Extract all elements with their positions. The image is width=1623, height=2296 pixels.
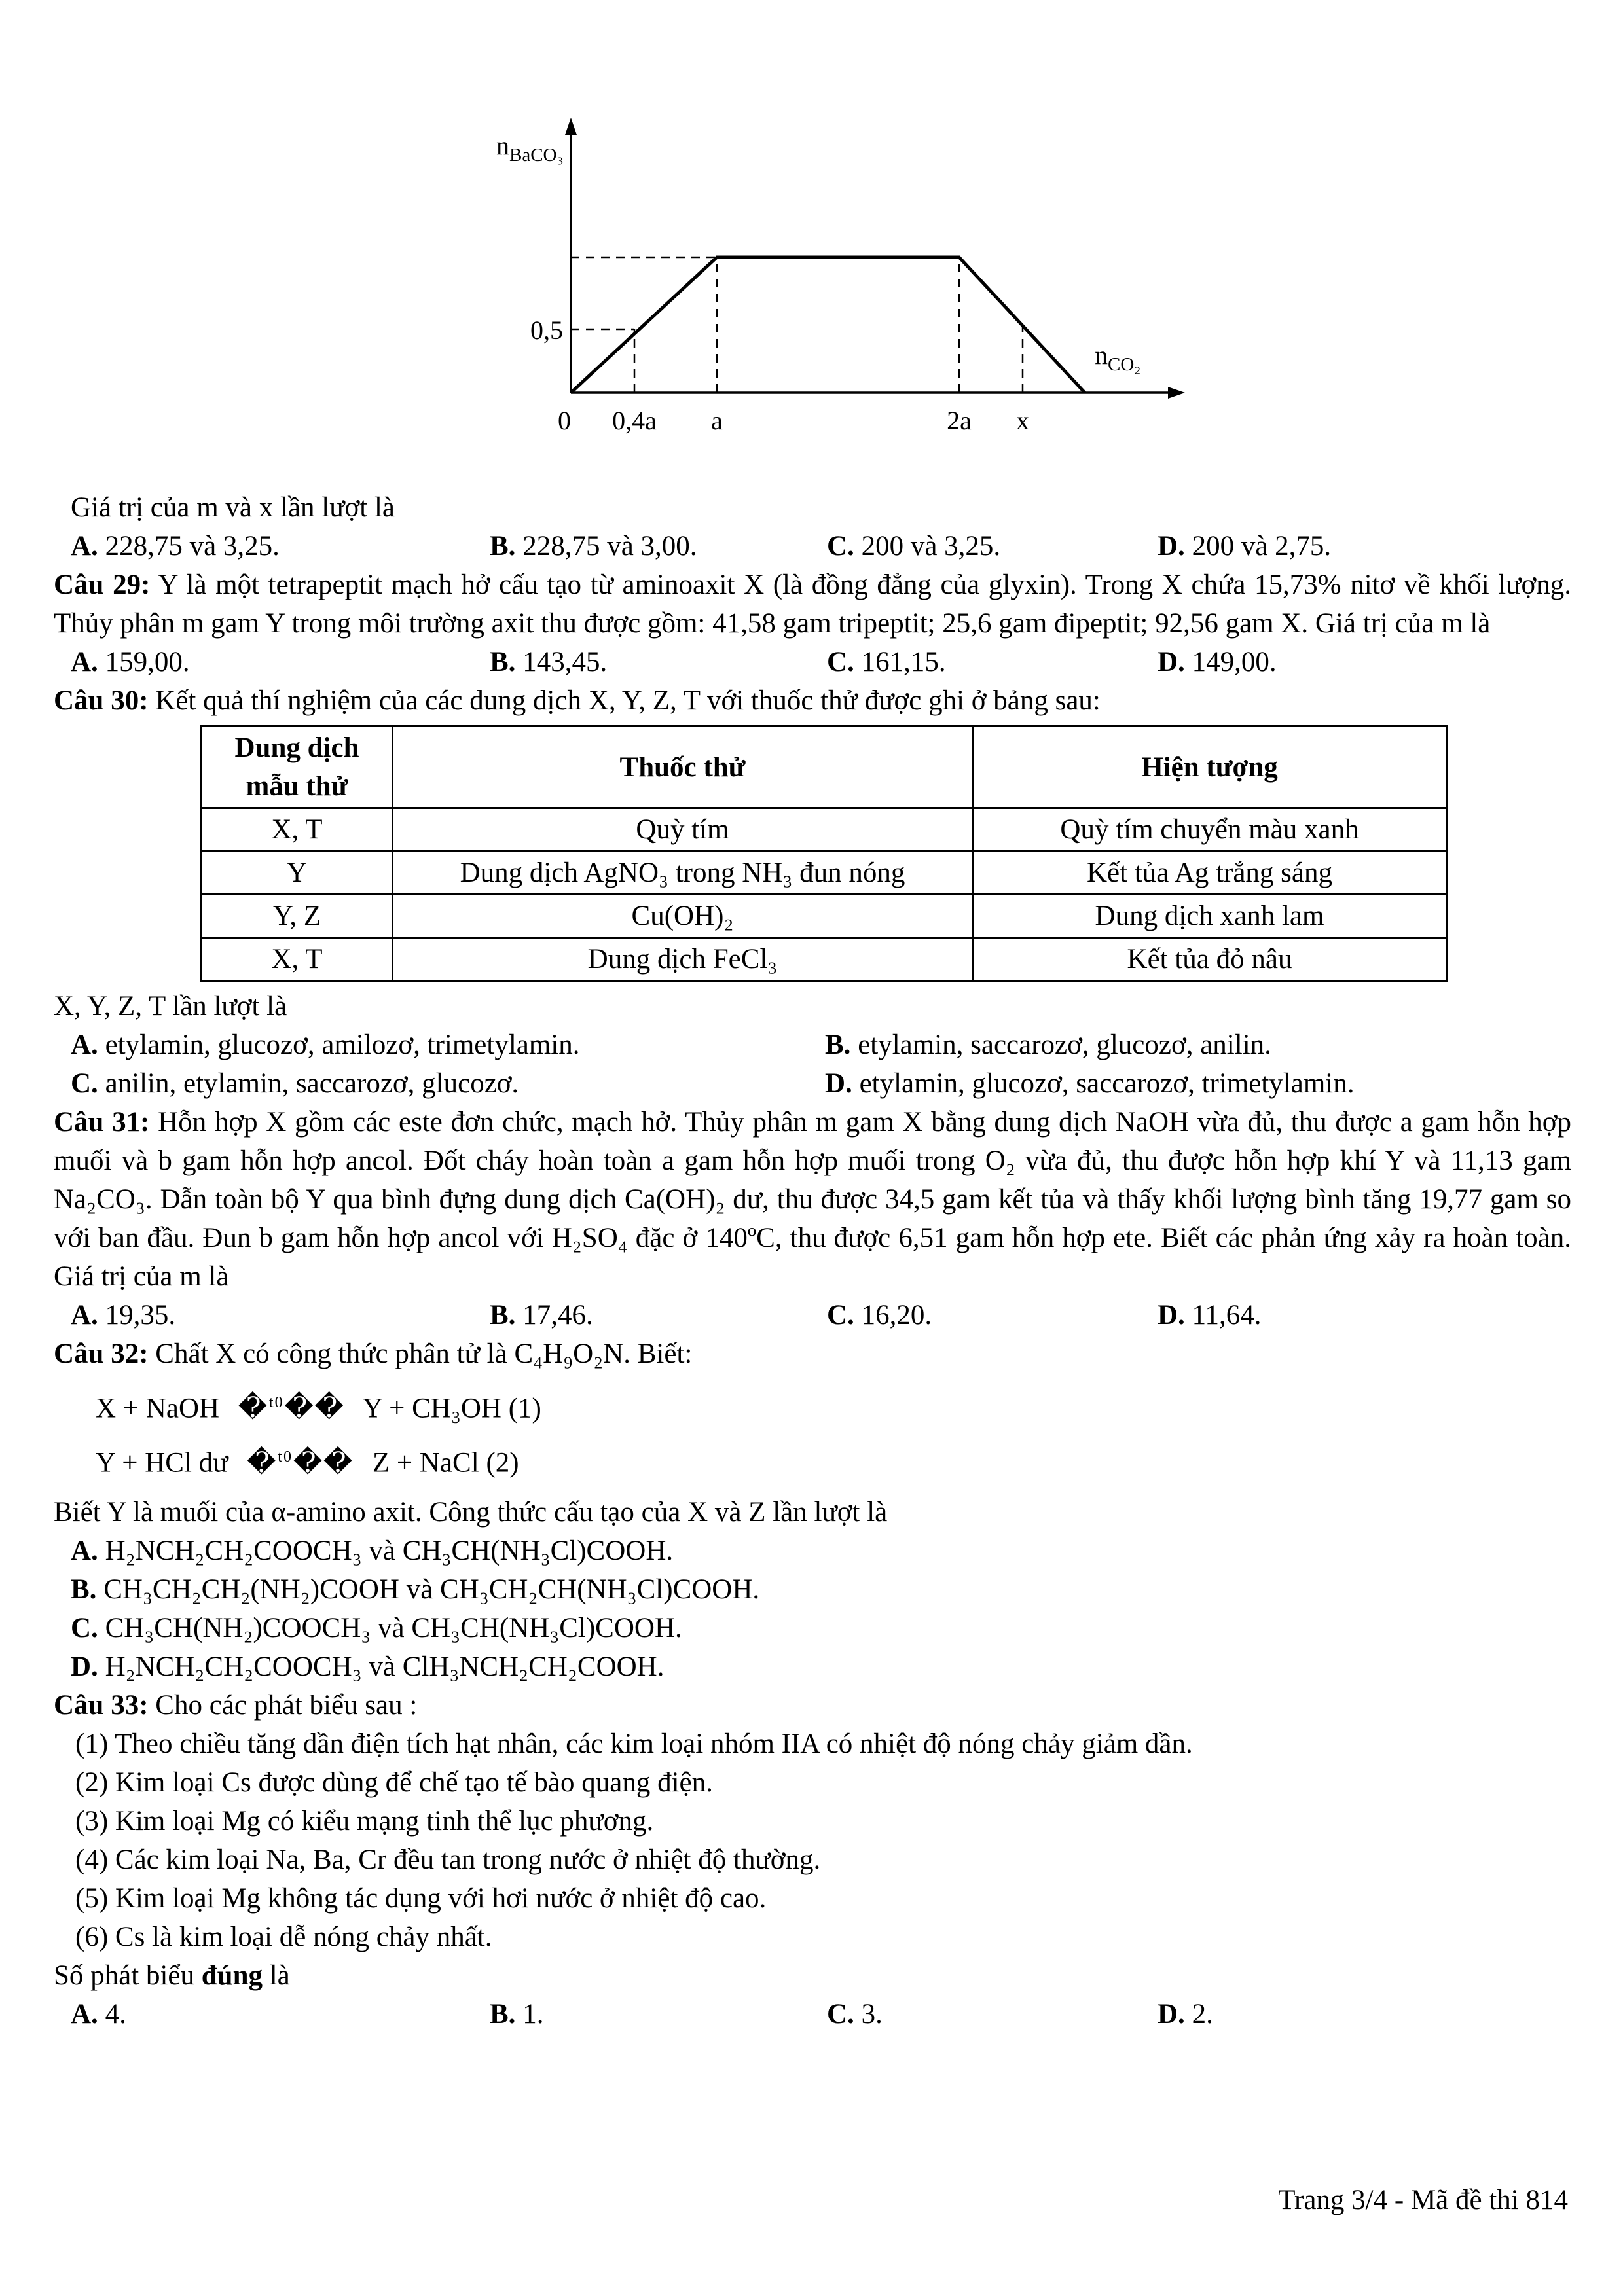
question-30-table — [200, 725, 1448, 982]
question-33-options — [54, 1995, 1571, 2034]
option-c — [827, 1296, 1158, 1335]
option-b — [825, 1026, 1571, 1064]
y-tick-label: 0,5 — [530, 315, 563, 345]
option-letter: C. — [827, 1300, 854, 1331]
option-b — [490, 1296, 827, 1335]
question-31-label: Câu 31: — [54, 1107, 150, 1138]
arrow-condition: t0 — [278, 1448, 293, 1466]
question-30 — [54, 681, 1571, 720]
cell-reagent: Cu(OH)₂ — [393, 895, 973, 938]
option-text: 2. — [1192, 1998, 1213, 2030]
conclusion-pre: Số phát biểu — [54, 1960, 202, 1991]
glyph: � — [238, 1393, 268, 1424]
glyph: �� — [293, 1447, 354, 1479]
statement-4: (4) Các kim loại Na, Ba, Cr đều tan trong nước ở nhiệt độ thường. — [75, 1844, 821, 1875]
reaction-equation-2 — [54, 1438, 1571, 1482]
header-cell-sample: Dung dịch mẫu thử — [202, 726, 393, 808]
option-letter: C. — [827, 1998, 854, 2030]
option-b — [490, 1995, 827, 2034]
conclusion-bold: đúng — [201, 1960, 263, 1991]
option-letter: D. — [1158, 1998, 1185, 2030]
table-row — [202, 852, 1447, 895]
glyph: �� — [284, 1393, 345, 1424]
option-text: 17,46. — [522, 1300, 593, 1331]
y-axis-arrow-icon — [565, 118, 577, 135]
question-29-options — [54, 643, 1571, 681]
option-text: anilin, etylamin, saccarozơ, glucozơ. — [105, 1068, 519, 1099]
option-d — [54, 1647, 1571, 1686]
option-b — [54, 1570, 1571, 1609]
option-letter: A. — [71, 1998, 98, 2030]
option-letter: C. — [71, 1068, 98, 1099]
option-letter: B. — [490, 647, 516, 677]
option-a — [71, 1026, 825, 1064]
page-footer: Trang 3/4 - Mã đề thi 814 — [1278, 2185, 1568, 2215]
option-text: 3. — [861, 1998, 883, 2030]
option-text: 11,64. — [1192, 1300, 1262, 1331]
cell-sample: X, T — [202, 938, 393, 981]
header-cell-reagent: Thuốc thử — [393, 726, 973, 808]
option-a — [71, 643, 490, 681]
statement-6: (6) Cs là kim loại dễ nóng chảy nhất. — [75, 1921, 492, 1952]
option-text: 143,45. — [522, 647, 608, 677]
option-d — [1158, 1995, 1571, 2034]
equation-rhs: Y + CH₃OH (1) — [362, 1393, 541, 1424]
option-letter: D. — [1158, 1300, 1185, 1331]
option-letter: B. — [71, 1573, 97, 1605]
table-row — [202, 808, 1447, 852]
option-text: 1. — [522, 1998, 544, 2030]
table-row — [202, 938, 1447, 981]
table-row — [202, 895, 1447, 938]
option-d — [825, 1064, 1571, 1103]
option-text: 19,35. — [105, 1300, 176, 1331]
cell-phenomenon: Kết tủa Ag trắng sáng — [973, 852, 1447, 895]
option-letter: D. — [1158, 647, 1185, 677]
cell-reagent: Dung dịch AgNO₃ trong NH₃ đun nóng — [393, 852, 973, 895]
question-32-stem2: Biết Y là muối của α-amino axit. Công thức cấu tạo của X và Z lần lượt là — [54, 1496, 888, 1528]
question-29-text: Y là một tetrapeptit mạch hở cấu tạo từ aminoaxit X (là đồng đẳng của glyxin). Trong X chứa 15,73% nitơ về khối lượng. Thủy phân m gam Y trong môi trường axit thu được gồm: 41,58 gam tripeptit; 25,6 gam đipeptit; 92,56 gam X. Giá trị của m là — [54, 569, 1571, 639]
x-axis-arrow-icon — [1168, 387, 1185, 399]
option-text: 161,15. — [861, 647, 946, 677]
option-text: 149,00. — [1192, 647, 1277, 677]
option-text: CH₃CH(NH₂)COOCH₃ và CH₃CH(NH₃Cl)COOH. — [105, 1612, 682, 1643]
option-letter: A. — [71, 1535, 98, 1566]
cell-sample: X, T — [202, 808, 393, 852]
question-28-stem: Giá trị của m và x lần lượt là — [71, 492, 395, 523]
option-c — [827, 527, 1158, 565]
x-tick-04a: 0,4a — [612, 406, 657, 435]
question-31-options — [54, 1296, 1571, 1335]
cell-sample: Y — [202, 852, 393, 895]
option-text: 200 và 3,25. — [861, 531, 1001, 562]
option-letter: A. — [71, 647, 98, 677]
option-letter: C. — [71, 1612, 98, 1643]
option-letter: D. — [71, 1651, 98, 1682]
question-32 — [54, 1335, 1571, 1373]
option-b — [490, 643, 827, 681]
corrupted-arrow-glyph — [238, 1393, 345, 1424]
question-30-text: Kết quả thí nghiệm của các dung dịch X, Y, Z, T với thuốc thử được ghi ở bảng sau: — [155, 685, 1101, 716]
option-letter: B. — [490, 1998, 516, 2030]
x-tick-a: a — [711, 406, 723, 435]
conclusion-post: là — [262, 1960, 290, 1991]
option-letter: A. — [71, 1030, 98, 1060]
statement-2: (2) Kim loại Cs được dùng để chế tạo tế bào quang điện. — [75, 1767, 713, 1798]
option-text: 159,00. — [105, 647, 190, 677]
option-d — [1158, 527, 1571, 565]
dashed-guides — [571, 257, 1023, 393]
x-tick-2a: 2a — [947, 406, 972, 435]
option-a — [54, 1532, 1571, 1570]
option-text: 16,20. — [861, 1300, 932, 1331]
header-cell-phenomenon: Hiện tượng — [973, 726, 1447, 808]
option-a — [71, 1995, 490, 2034]
cell-reagent: Quỳ tím — [393, 808, 973, 852]
cell-sample: Y, Z — [202, 895, 393, 938]
option-text: H₂NCH₂CH₂COOCH₃ và CH₃CH(NH₃Cl)COOH. — [105, 1535, 674, 1566]
option-text: etylamin, glucozơ, amilozơ, trimetylamin. — [105, 1030, 580, 1060]
cell-phenomenon: Quỳ tím chuyển màu xanh — [973, 808, 1447, 852]
question-31 — [54, 1103, 1571, 1296]
option-d — [1158, 643, 1571, 681]
option-c — [827, 643, 1158, 681]
corrupted-arrow-glyph — [247, 1448, 354, 1479]
option-letter: C. — [827, 531, 854, 562]
option-c — [71, 1064, 825, 1103]
arrow-condition: t0 — [268, 1394, 284, 1411]
option-c — [54, 1609, 1571, 1647]
question-33-text: Cho các phát biểu sau : — [155, 1689, 418, 1721]
equation-rhs: Z + NaCl (2) — [372, 1447, 519, 1479]
cell-reagent: Dung dịch FeCl₃ — [393, 938, 973, 981]
cell-phenomenon: Kết tủa đỏ nâu — [973, 938, 1447, 981]
question-31-text: Hỗn hợp X gồm các este đơn chức, mạch hở. Thủy phân m gam X bằng dung dịch NaOH vừa đủ, thu được a gam hỗn hợp muối và b gam hỗn hợp ancol. Đốt cháy hoàn toàn a gam hỗn hợp muối trong O₂ vừa đủ, thu được hỗn hợp khí Y và 11,13 gam Na₂CO₃. Dẫn toàn bộ Y qua bình đựng dung dịch Ca(OH)₂ dư, thu được 34,5 gam kết tủa và thấy khối lượng bình tăng 19,77 gam so với ban đầu. Đun b gam hỗn hợp ancol với H₂SO₄ đặc ở 140ºC, thu được 6,51 gam hỗn hợp ete. Biết các phản ứng xảy ra hoàn toàn. Giá trị của m là — [54, 1107, 1572, 1292]
question-33-conclusion — [54, 1956, 1571, 1995]
baco3-co2-graph — [473, 85, 1226, 462]
option-text: CH₃CH₂CH₂(NH₂)COOH và CH₃CH₂CH(NH₃Cl)COOH. — [103, 1573, 760, 1605]
question-30-label: Câu 30: — [54, 685, 149, 716]
option-text: etylamin, saccarozơ, glucozơ, anilin. — [858, 1030, 1271, 1060]
question-32-label: Câu 32: — [54, 1338, 149, 1369]
option-letter: D. — [825, 1068, 852, 1099]
question-30-options — [54, 1026, 1571, 1103]
equation-lhs: X + NaOH — [96, 1393, 220, 1424]
option-d — [1158, 1296, 1571, 1335]
precipitation-graph-svg — [473, 85, 1226, 452]
option-letter: A. — [71, 1300, 98, 1331]
x-tick-x: x — [1016, 406, 1029, 435]
x-axis-label: $n_{CO_2}$ — [1095, 340, 1141, 375]
axes — [571, 130, 1172, 393]
question-29-label: Câu 29: — [54, 569, 151, 600]
option-letter: B. — [490, 1300, 516, 1331]
question-32-text: Chất X có công thức phân tử là C₄H₉O₂N. Biết: — [155, 1338, 693, 1369]
question-28-options — [54, 527, 1571, 565]
statement-3: (3) Kim loại Mg có kiểu mạng tinh thể lục phương. — [75, 1805, 654, 1837]
option-text: H₂NCH₂CH₂COOCH₃ và ClH₃NCH₂CH₂COOH. — [105, 1651, 665, 1682]
question-30-stem2: X, Y, Z, T lần lượt là — [54, 991, 287, 1022]
option-b — [490, 527, 827, 565]
question-33 — [54, 1686, 1571, 1725]
baco3-curve — [571, 257, 1085, 393]
y-axis-label: $n_{BaCO_3}$ — [496, 131, 564, 166]
option-text: etylamin, glucozơ, saccarozơ, trimetylamin. — [859, 1068, 1355, 1099]
cell-phenomenon: Dung dịch xanh lam — [973, 895, 1447, 938]
option-text: 4. — [105, 1998, 126, 2030]
option-a — [71, 527, 490, 565]
question-29 — [54, 565, 1571, 643]
option-letter: B. — [825, 1030, 851, 1060]
option-c — [827, 1995, 1158, 2034]
option-letter: C. — [827, 647, 854, 677]
question-33-label: Câu 33: — [54, 1689, 149, 1721]
option-text: 228,75 và 3,00. — [522, 531, 697, 562]
reaction-equation-1 — [54, 1384, 1571, 1427]
page-content — [54, 0, 1571, 2034]
statement-1: (1) Theo chiều tăng dần điện tích hạt nhân, các kim loại nhóm IIA có nhiệt độ nóng chảy giảm dần. — [75, 1728, 1193, 1759]
option-letter: B. — [490, 531, 516, 562]
equation-lhs: Y + HCl dư — [96, 1447, 228, 1479]
option-letter: A. — [71, 531, 98, 562]
option-text: 228,75 và 3,25. — [105, 531, 280, 562]
table-header-row — [202, 726, 1447, 808]
option-letter: D. — [1158, 531, 1185, 562]
option-a — [71, 1296, 490, 1335]
glyph: � — [247, 1447, 278, 1479]
statement-5: (5) Kim loại Mg không tác dụng với hơi nước ở nhiệt độ cao. — [75, 1882, 767, 1914]
option-text: 200 và 2,75. — [1192, 531, 1332, 562]
x-tick-origin: 0 — [558, 406, 571, 435]
